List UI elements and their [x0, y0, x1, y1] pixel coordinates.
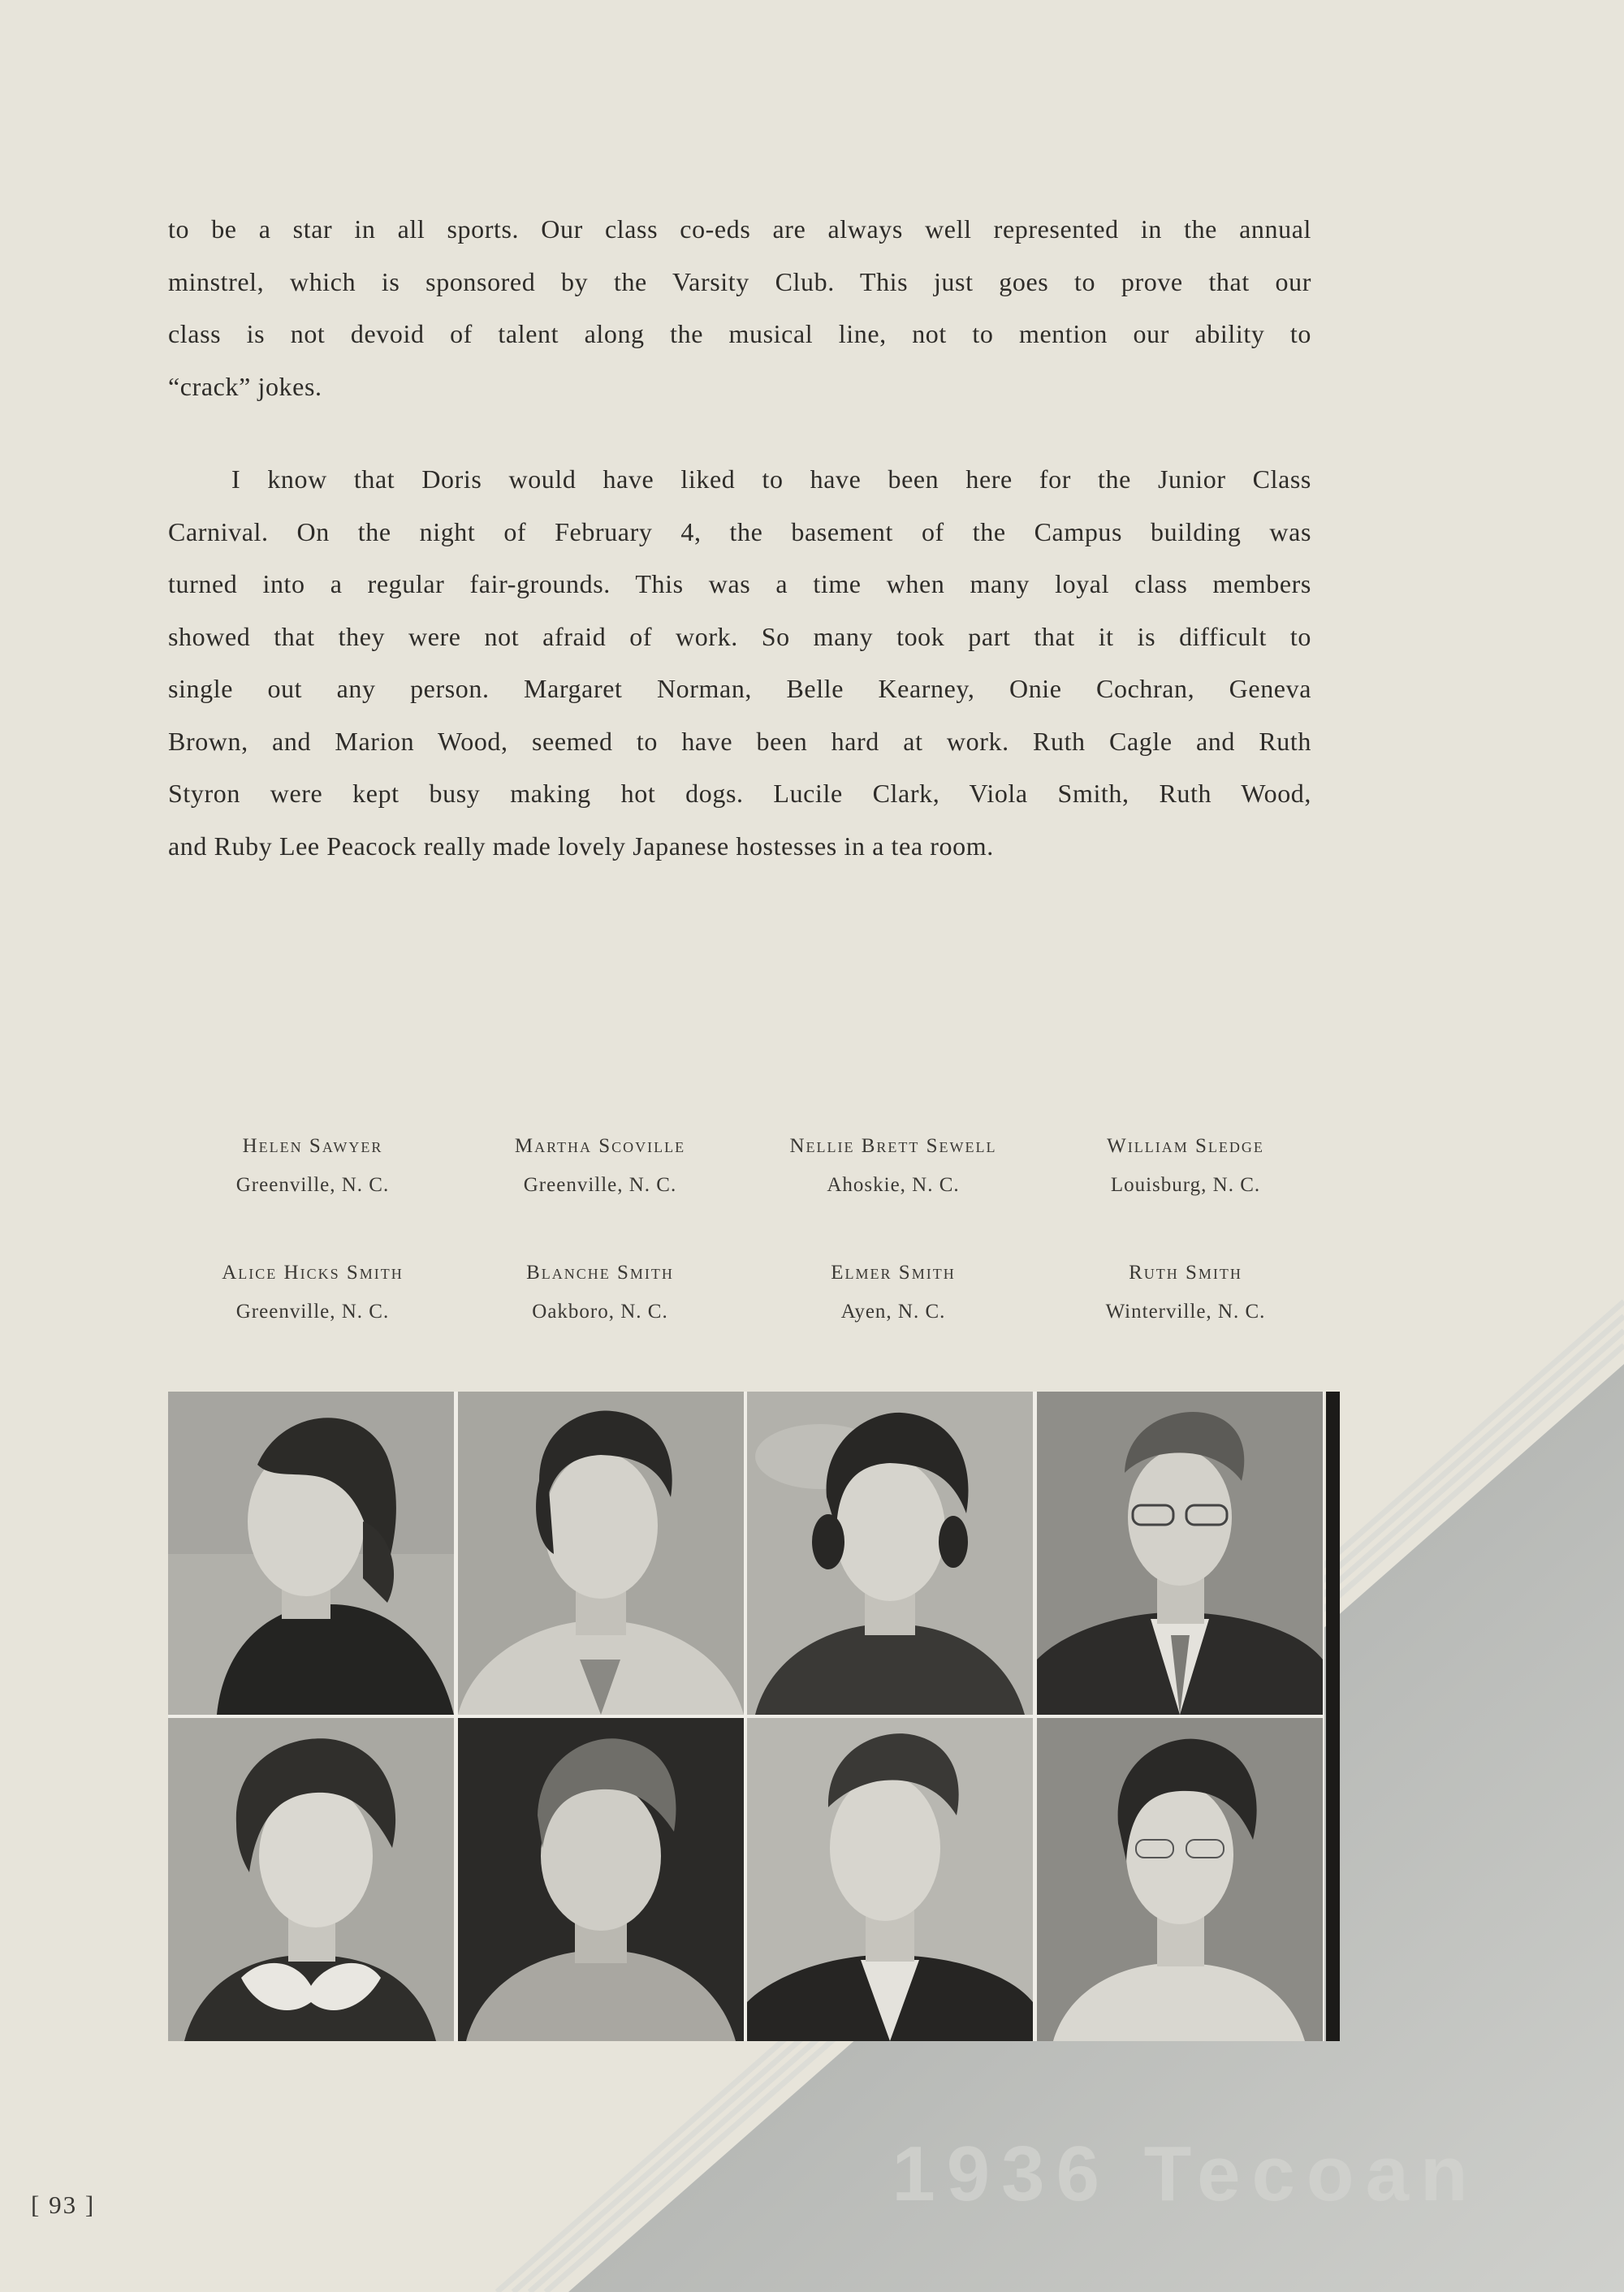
person-town: Ahoskie, N. C.	[827, 1174, 960, 1196]
yearbook-wordmark	[869, 2111, 1502, 2233]
paragraph-line: showed that they were not afraid of work. So many took part that it is difficult to	[168, 621, 1311, 651]
wordmark-text: 1936 Tecoan	[892, 2130, 1479, 2217]
intro-paragraph	[168, 203, 1311, 412]
person-name: Ruth Smith	[1129, 1262, 1242, 1284]
carnival-paragraph	[168, 453, 1311, 872]
caption-blanche-smith	[454, 1254, 746, 1332]
caption-helen-sawyer	[166, 1127, 459, 1205]
paragraph-line: single out any person. Margaret Norman, Belle Kearney, Onie Cochran, Geneva	[168, 674, 1311, 703]
portrait-blanche-smith	[458, 1718, 744, 2041]
portrait-helen-sawyer	[168, 1392, 454, 1715]
portrait-martha-scoville	[458, 1392, 744, 1715]
paragraph-line: Styron were kept busy making hot dogs. Lucile Clark, Viola Smith, Ruth Wood,	[168, 779, 1311, 808]
person-town: Louisburg, N. C.	[1110, 1174, 1261, 1196]
person-name: Blanche Smith	[526, 1262, 674, 1284]
portrait-alice-hicks-smith	[168, 1718, 454, 2041]
portrait-ruth-smith	[1037, 1718, 1323, 2041]
person-town: Winterville, N. C.	[1105, 1301, 1266, 1323]
person-name: Helen Sawyer	[242, 1135, 383, 1157]
caption-ruth-smith	[1039, 1254, 1332, 1332]
person-name: Alice Hicks Smith	[222, 1262, 404, 1284]
paragraph-line: Brown, and Marion Wood, seemed to have been hard at work. Ruth Cagle and Ruth	[168, 726, 1311, 756]
person-town: Oakboro, N. C.	[532, 1301, 668, 1323]
person-town: Greenville, N. C.	[235, 1174, 390, 1196]
paragraph-line: minstrel, which is sponsored by the Varsity Club. This just goes to prove that our	[168, 266, 1311, 296]
paragraph-line: to be a star in all sports. Our class co-eds are always well represented in the annual	[168, 214, 1311, 244]
person-name: William Sledge	[1107, 1135, 1264, 1157]
paragraph-line: and Ruby Lee Peacock really made lovely Japanese hostesses in a tea room.	[168, 831, 994, 861]
portrait-william-sledge	[1037, 1392, 1323, 1715]
person-town: Ayen, N. C.	[840, 1301, 946, 1323]
caption-elmer-smith	[747, 1254, 1039, 1332]
caption-william-sledge	[1039, 1127, 1332, 1205]
caption-alice-hicks-smith	[166, 1254, 459, 1332]
paragraph-line: “crack” jokes.	[168, 371, 322, 401]
paragraph-line: I know that Doris would have liked to have been here for the Junior Class	[231, 464, 1311, 494]
portrait-elmer-smith	[747, 1718, 1033, 2041]
paragraph-line: Carnival. On the night of February 4, the basement of the Campus building was	[168, 516, 1311, 546]
person-name: Nellie Brett Sewell	[789, 1135, 997, 1157]
caption-martha-scoville	[454, 1127, 746, 1205]
paragraph-line: turned into a regular fair-grounds. This was a time when many loyal class members	[168, 569, 1311, 598]
paragraph-line: class is not devoid of talent along the musical line, not to mention our ability to	[168, 319, 1311, 348]
person-name: Martha Scoville	[514, 1135, 686, 1157]
portrait-nellie-brett-sewell	[747, 1392, 1033, 1715]
grid-edge-bar	[1326, 1392, 1340, 2041]
person-name: Elmer Smith	[831, 1262, 956, 1284]
portrait-grid	[168, 1392, 1324, 2041]
person-town: Greenville, N. C.	[235, 1301, 390, 1323]
person-town: Greenville, N. C.	[523, 1174, 677, 1196]
caption-nellie-brett-sewell	[747, 1127, 1039, 1205]
page-number: [ 93 ]	[31, 2191, 96, 2219]
